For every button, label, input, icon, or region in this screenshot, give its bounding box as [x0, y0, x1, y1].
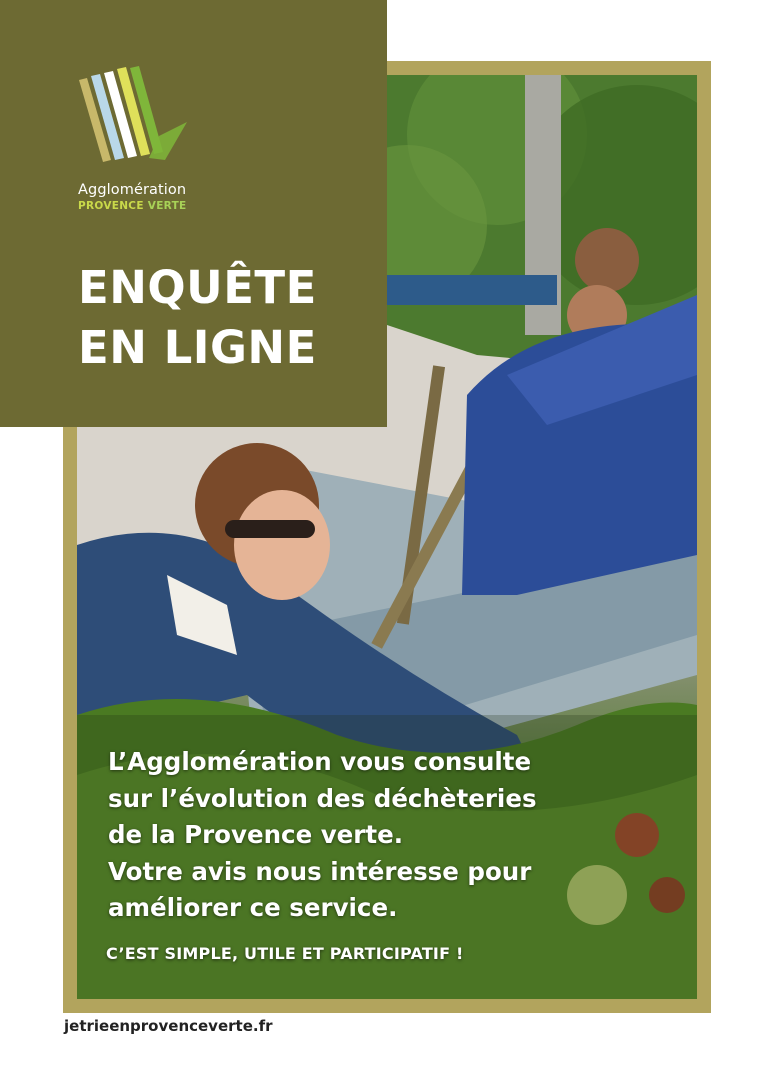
message-line: L’Agglomération vous consulte	[108, 747, 532, 776]
message-line: sur l’évolution des déchèteries	[108, 783, 537, 813]
headline-line-1: ENQUÊTE	[78, 261, 317, 314]
logo-subtitle-part2: VERTE	[147, 200, 187, 212]
message-line: améliorer ce service.	[108, 893, 398, 922]
logo-subtitle	[78, 200, 187, 212]
headline	[78, 258, 317, 378]
headline-line-2: EN LIGNE	[78, 321, 317, 374]
message-line: de la Provence verte.	[108, 820, 404, 849]
consultation-message	[108, 744, 668, 927]
website-link[interactable]: jetrieenprovenceverte.fr	[64, 1017, 273, 1035]
agglomeration-logo-icon	[75, 66, 195, 170]
title-block	[0, 0, 387, 427]
logo-subtitle-part1: PROVENCE	[78, 200, 144, 212]
message-line: Votre avis nous intéresse pour	[108, 856, 532, 886]
tagline: C’EST SIMPLE, UTILE ET PARTICIPATIF !	[106, 944, 464, 963]
logo-name: Agglomération	[78, 182, 187, 198]
